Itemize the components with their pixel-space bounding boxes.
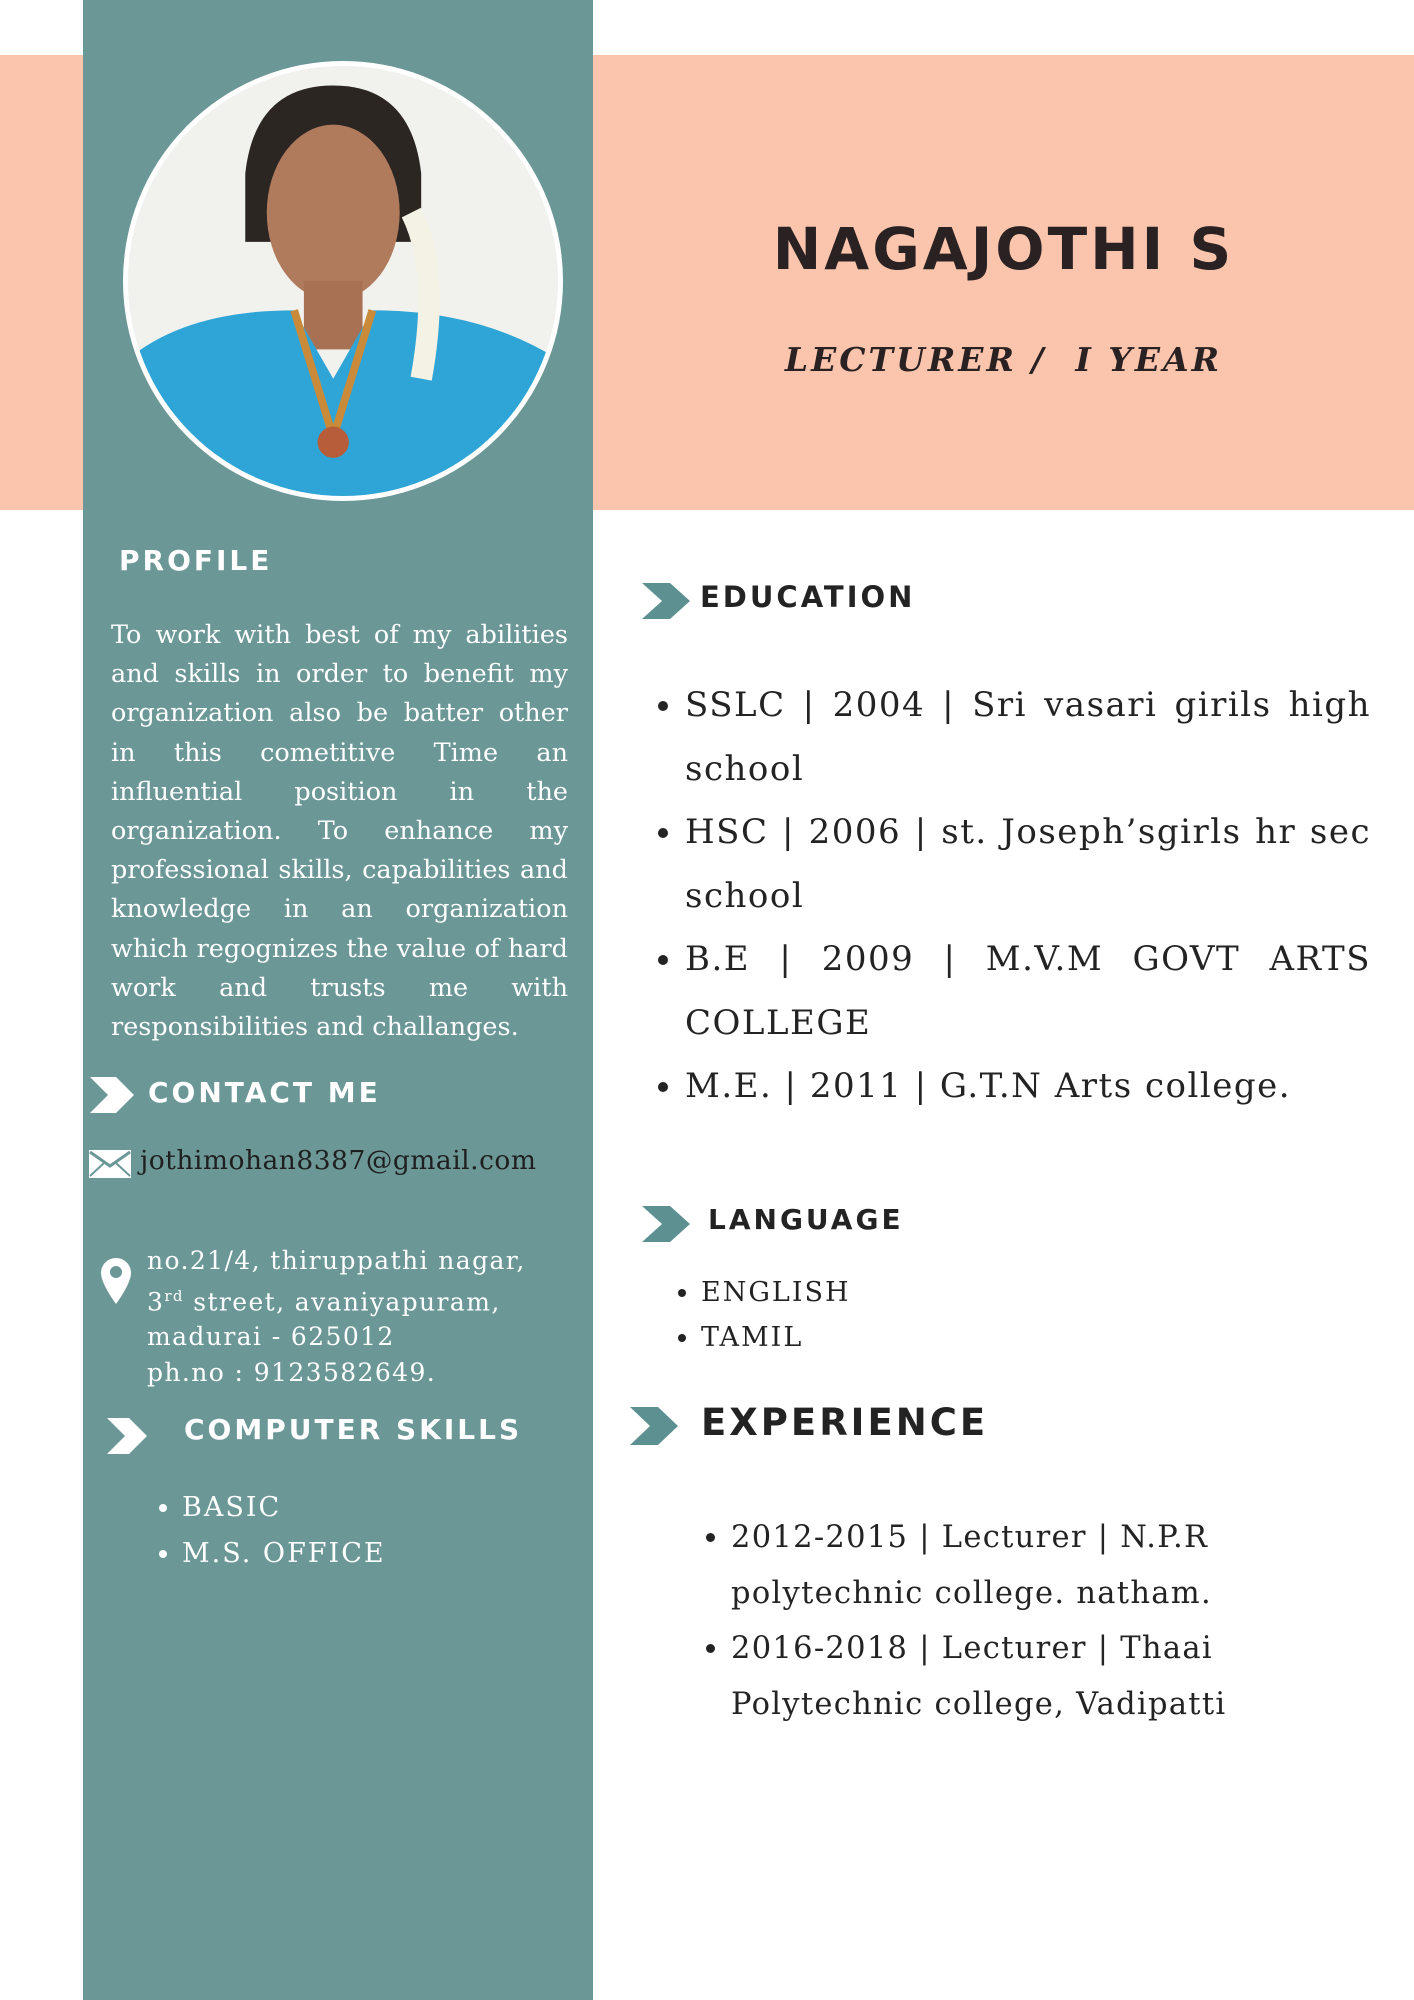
chevron-right-icon [642,583,690,619]
list-item: • TAMIL [701,1315,851,1360]
computer-skills-heading: COMPUTER SKILLS [184,1413,523,1446]
experience-list [694,1510,1381,1732]
address-line: 3rd street, avaniyapuram, [147,1286,501,1316]
location-pin-icon [101,1258,131,1304]
phone-number: ph.no : 9123582649. [147,1357,437,1387]
language-list [666,1270,851,1360]
list-item: • SSLC | 2004 | Sri vasari girils high school [685,674,1371,801]
education-heading: EDUCATION [700,580,916,614]
candidate-role: LECTURER / I YEAR [784,340,1223,379]
list-item: • BASIC [182,1485,386,1531]
chevron-right-icon [107,1418,147,1454]
chevron-right-icon [642,1206,690,1242]
mail-icon [88,1149,132,1179]
list-item: • B.E | 2009 | M.V.M GOVT ARTS COLLEGE [685,928,1371,1055]
list-item: • ENGLISH [701,1270,851,1315]
postal-address [147,1243,526,1390]
candidate-name: NAGAJOTHI S [772,215,1235,283]
list-item: • M.E. | 2011 | G.T.N Arts college. [685,1055,1371,1119]
list-item: • M.S. OFFICE [182,1531,386,1577]
list-item: • HSC | 2006 | st. Joseph’sgirls hr sec school [685,801,1371,928]
list-item: • 2012-2015 | Lecturer | N.P.R polytechnic college. natham. [731,1510,1381,1621]
profile-photo [123,61,563,501]
contact-heading: CONTACT ME [148,1076,381,1109]
language-heading: LANGUAGE [708,1203,904,1236]
chevron-right-icon [90,1077,134,1113]
list-item: • 2016-2018 | Lecturer | Thaai Polytechnic college, Vadipatti [731,1621,1381,1732]
experience-heading: EXPERIENCE [701,1401,989,1444]
profile-text: To work with best of my abilities and skills in order to benefit my organization also be batter other in this cometitive Time an influential position in the organization. To enhance my professional skills, capabilities and knowledge in an organization which regognizes the value of hard work and trusts me with responsibilities and challanges. [111,620,568,1043]
address-line: madurai - 625012 [147,1322,395,1352]
skills-list [148,1485,386,1577]
email-address: jothimohan8387@gmail.com [140,1145,537,1176]
address-line: no.21/4, thiruppathi nagar, [147,1246,526,1275]
chevron-right-icon [630,1407,678,1445]
education-list [648,674,1371,1119]
profile-heading: PROFILE [119,544,273,577]
